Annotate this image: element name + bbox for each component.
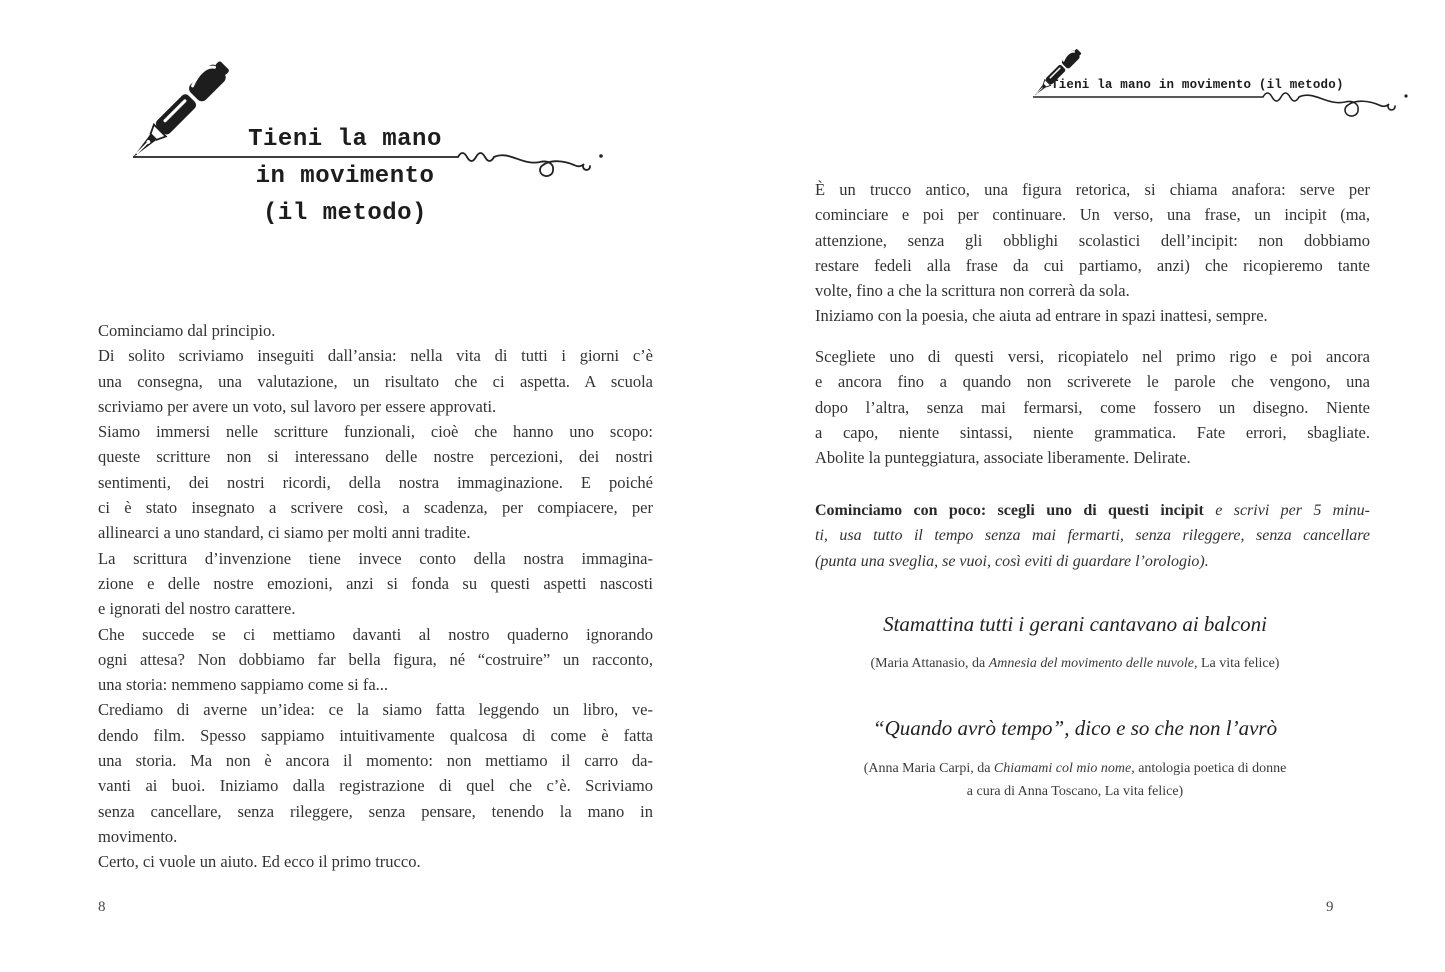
page-right — [722, 0, 1445, 972]
text-line: Crediamo di averne un’idea: ce la siamo fatta leggendo un libro, ve- — [98, 700, 653, 720]
text-line: sentimenti, dei nostri ricordi, della nostra immaginazione. E poiché — [98, 472, 653, 492]
page-number-left: 8 — [98, 899, 106, 915]
chapter-title-line: in movimento — [255, 163, 435, 190]
incipit-quote-1: Stamattina tutti i gerani cantavano ai balconi — [883, 612, 1267, 636]
text-line: Di solito scriviamo inseguiti dall’ansia: nella vita di tutti i giorni c’è — [98, 346, 653, 366]
text-line: senza cancellare, senza rileggere, senza pensare, tenendo la mano in — [98, 801, 653, 821]
paragraph-exercise — [815, 498, 1370, 574]
text-line: queste scritture non si interessano delle nostre percezioni, dei nostri — [98, 447, 653, 467]
body-text-left — [98, 318, 653, 875]
text-line: volte, fino a che la scrittura non correrà da sola. — [815, 281, 1130, 301]
attribution-text: , La vita felice) — [1193, 656, 1280, 671]
text-line: attenzione, senza gli obblighi scolastici dell’incipit: non dobbiamo — [815, 230, 1370, 250]
running-header-title: Tieni la mano in movimento (il metodo) — [1051, 78, 1344, 92]
attribution-text: , antologia poetica di donne — [1131, 761, 1287, 776]
text-line: a capo, niente sintassi, niente grammatica. Fate errori, sbagliate. — [815, 422, 1370, 442]
text-line: una storia: nemmeno sappiamo come si fa... — [98, 675, 389, 695]
text-line: ogni attesa? Non dobbiamo far bella figura, né “costruire” un racconto, — [98, 649, 653, 669]
text-line: Che succede se ci mettiamo davanti al nostro quaderno ignorando — [98, 624, 653, 644]
text-line: La scrittura d’invenzione tiene invece conto della nostra immagina- — [98, 548, 653, 568]
attribution-line: a cura di Anna Toscano, La vita felice) — [966, 784, 1184, 799]
text-line: e ignorati del nostro carattere. — [98, 599, 296, 619]
work-title: Amnesia del movimento delle nuvole — [988, 656, 1194, 671]
text-line — [815, 498, 1370, 523]
text-line: ci è stato insegnato a scrivere così, a scadenza, per compiacere, per — [98, 498, 653, 518]
text-line: cominciare e poi per continuare. Un verso, una frase, un incipit (ma, — [815, 205, 1370, 225]
text-line: una consegna, una valutazione, un risultato che ci aspetta. A scuola — [98, 371, 653, 391]
paragraph-anafora — [815, 177, 1370, 329]
text-line: vanti ai buoi. Iniziamo dalla registrazione di quel che c’è. Scriviamo — [98, 776, 653, 796]
text-line: (punta una sveglia, se vuoi, così eviti di guardare l’orologio). — [815, 552, 1209, 570]
text-line: Scegliete uno di questi versi, ricopiatelo nel primo rigo e poi ancora — [815, 347, 1370, 366]
quote-attribution-1 — [815, 652, 1335, 675]
exercise-italic-text: e scrivi per 5 minu- — [1215, 502, 1371, 519]
chapter-title — [180, 121, 510, 232]
text-line: movimento. — [98, 826, 178, 846]
text-line: una storia. Ma non è ancora il momento: non mettiamo il carro da- — [98, 751, 653, 771]
quote-attribution-2 — [815, 757, 1335, 803]
incipit-quote-2: “Quando avrò tempo”, dico e so che non l’avrò — [872, 716, 1278, 740]
underline-flourish-icon — [1033, 80, 1413, 125]
attribution-text: (Anna Maria Carpi, da — [863, 761, 994, 776]
page-number-right: 9 — [1326, 899, 1334, 915]
attribution-text: (Maria Attanasio, da — [870, 656, 989, 671]
attribution-line — [815, 757, 1335, 780]
paragraph-scegliete — [815, 344, 1370, 470]
text-line: allinearci a uno standard, ci siamo per molti anni tradite. — [98, 523, 471, 543]
text-line: Siamo immersi nelle scritture funzionali, cioè che hanno uno scopo: — [98, 422, 653, 442]
text-line: Iniziamo con la poesia, che aiuta ad entrare in spazi inattesi, sempre. — [815, 306, 1268, 326]
chapter-title-line: Tieni la mano — [248, 126, 442, 153]
work-title: Chiamami col mio nome — [993, 761, 1132, 776]
exercise-bold-text: Cominciamo con poco: scegli uno di questi incipit — [815, 502, 1204, 519]
text-line: scriviamo per avere un voto, sul lavoro per essere approvati. — [98, 396, 497, 416]
text-line: e ancora fino a quando non scriverete le parole che vengono, una — [815, 372, 1370, 392]
text-line: ti, usa tutto il tempo senza mai fermarti, senza rileggere, senza cancellare — [815, 527, 1370, 545]
chapter-title-line: (il metodo) — [263, 200, 427, 227]
text-line: Cominciamo dal principio. — [98, 321, 276, 340]
text-line: dopo l’altra, senza mai fermarsi, come fossero un disegno. Niente — [815, 397, 1370, 417]
text-line: Abolite la punteggiatura, associate liberamente. Delirate. — [815, 448, 1191, 468]
text-line: Certo, ci vuole un aiuto. Ed ecco il primo trucco. — [98, 852, 421, 872]
text-line: dendo film. Spesso sappiamo intuitivamente qualcosa di come è fatta — [98, 725, 653, 745]
page-left — [0, 0, 722, 972]
text-line: restare fedeli alla frase da cui partiamo, anzi) che ricopieremo tante — [815, 255, 1370, 275]
text-line: zione e delle nostre emozioni, anzi si fonda su questi aspetti nascosti — [98, 573, 653, 593]
text-line: È un trucco antico, una figura retorica, si chiama anafora: serve per — [815, 180, 1370, 199]
